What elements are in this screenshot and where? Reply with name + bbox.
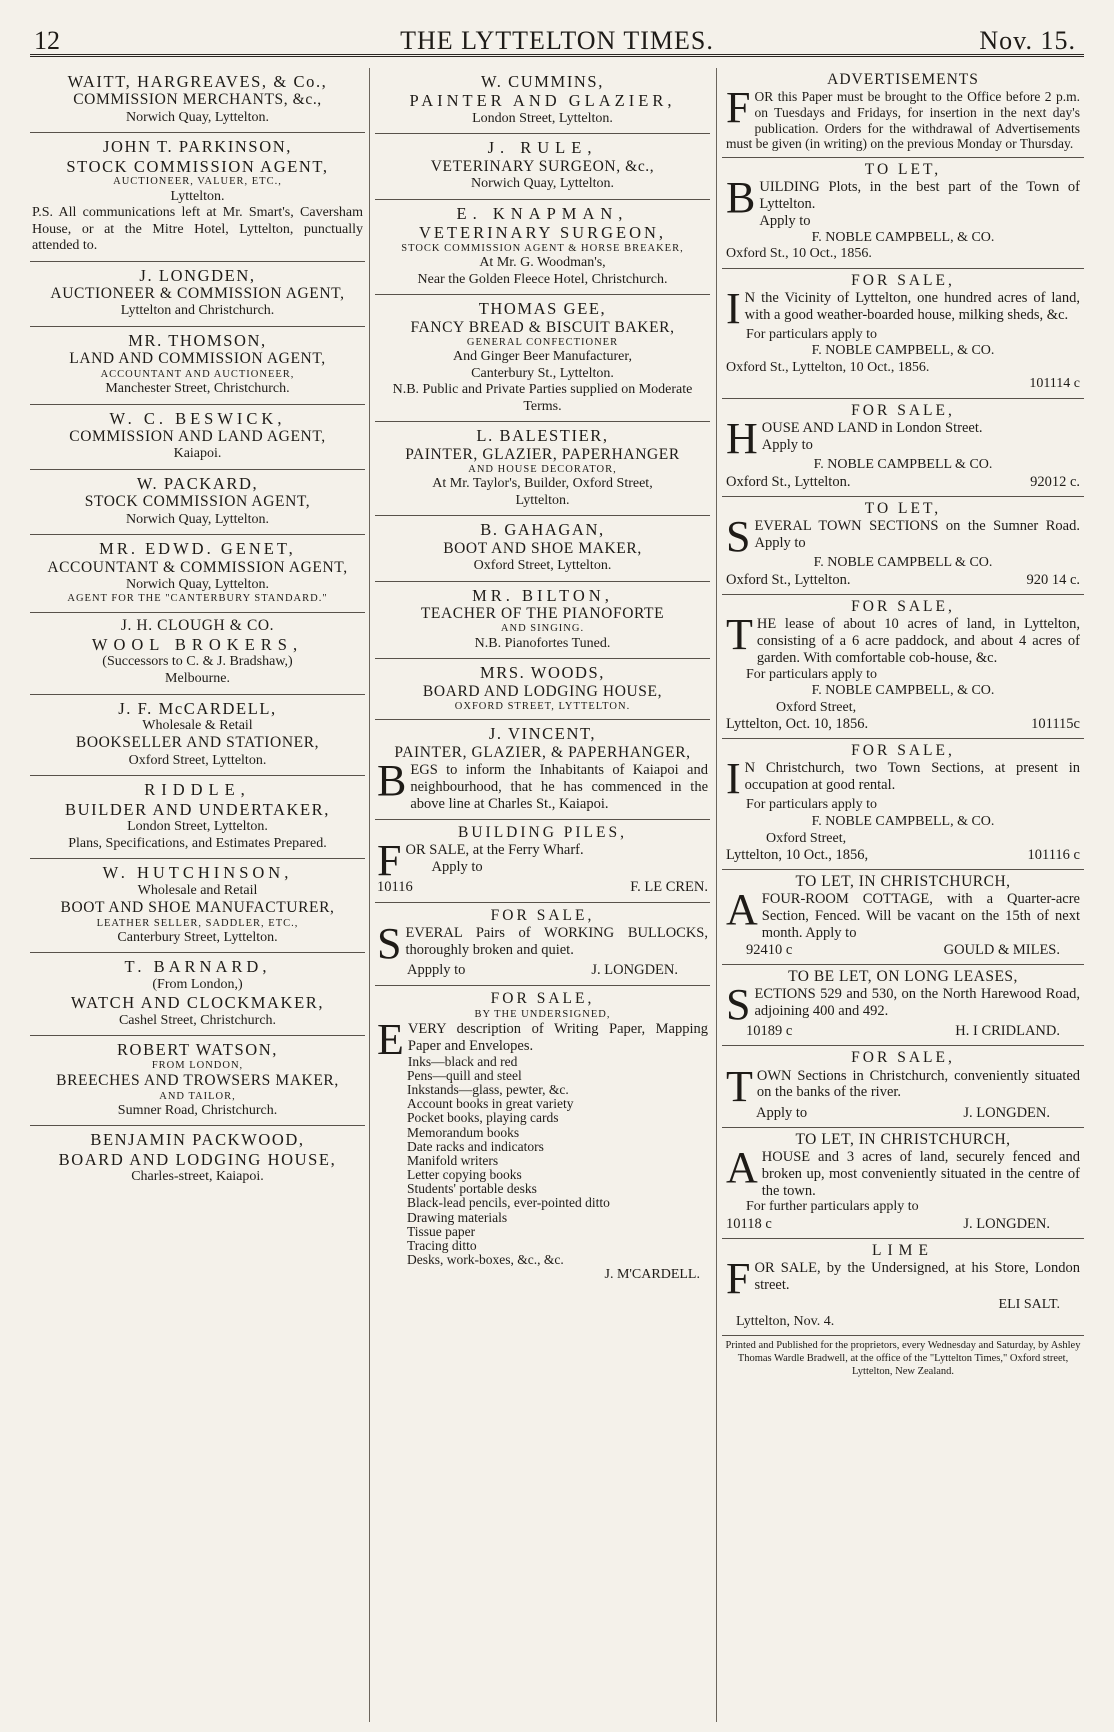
ad-extra: ACCOUNTANT AND AUCTIONEER,	[100, 368, 295, 380]
ad-advertisements-notice	[722, 68, 1084, 158]
ad-parkinson	[30, 133, 365, 261]
drop-cap: F	[726, 83, 751, 133]
ad-extra: OXFORD STREET, LYTTELTON.	[454, 701, 631, 713]
list-item: Inks—black and red	[407, 1053, 518, 1069]
ad-ref: 101115c	[1031, 716, 1080, 733]
ad-date: Lyttelton, 10 Oct., 1856,	[726, 847, 869, 864]
issue-date: Nov. 15.	[979, 26, 1076, 55]
ad-name: RIDDLE,	[144, 780, 251, 800]
ad-ref: 10118 c	[726, 1215, 772, 1232]
ad-signature: ELI SALT.	[998, 1297, 1060, 1313]
ad-body: I N the Vicinity of Lyttelton, one hundred acres of land, with a good weather-boarded house, milking sheds, &c.	[726, 283, 1080, 333]
ad-ref: 10189 c	[746, 1023, 793, 1040]
list-item: Tracing ditto	[407, 1237, 477, 1253]
ad-body: AFOUR-ROOM COTTAGE, with a Quarter-acre Section, Fenced. Will be vacant on the 15th of next month. Apply to	[726, 885, 1080, 942]
ad-agent: F. NOBLE CAMPBELL, & CO.	[811, 229, 995, 245]
ad-extra: Plans, Specifications, and Estimates Prepared.	[68, 835, 327, 851]
ad-address: Norwich Quay, Lyttelton.	[126, 576, 269, 592]
ad-apply: Apply to	[756, 1104, 808, 1121]
ad-heading: TO LET, IN CHRISTCHURCH,	[795, 873, 1011, 891]
ad-heading: FOR SALE,	[851, 271, 955, 289]
ad-extra-2: AND TAILOR,	[159, 1090, 236, 1102]
ad-apply: For particulars apply to	[746, 326, 878, 342]
ad-trade: FANCY BREAD & BISCUIT BAKER,	[410, 318, 675, 336]
ad-trade: BOOT AND SHOE MANUFACTURER,	[60, 899, 335, 917]
ad-lime	[722, 1239, 1084, 1336]
ad-gahagan	[375, 516, 710, 581]
ad-bullocks	[375, 903, 710, 986]
ad-signature: J. M'CARDELL.	[604, 1267, 700, 1283]
ad-riddle	[30, 776, 365, 859]
ad-knapman	[375, 200, 710, 295]
ad-thomson	[30, 327, 365, 405]
column-1	[30, 68, 365, 1722]
ad-heading: TO BE LET, ON LONG LEASES,	[788, 967, 1018, 985]
drop-cap: B	[377, 756, 407, 806]
ad-body: BUILDING Plots, in the best part of the Town of Lyttelton. Apply to	[726, 173, 1080, 229]
ad-trade: LAND AND COMMISSION AGENT,	[69, 350, 326, 368]
ad-name: JOHN T. PARKINSON,	[103, 137, 292, 157]
ad-clough	[30, 613, 365, 695]
list-item: Date racks and indicators	[407, 1138, 544, 1154]
ad-name: J. LONGDEN,	[139, 265, 256, 285]
ad-extra: (From London,)	[152, 976, 243, 992]
ad-name: E. KNAPMAN,	[456, 203, 629, 223]
ad-address: Canterbury Street, Lyttelton.	[117, 929, 278, 945]
ad-heading: ADVERTISEMENTS	[827, 71, 979, 88]
list-item: Letter copying books	[407, 1167, 522, 1183]
ad-gee	[375, 295, 710, 422]
drop-cap: F	[377, 835, 402, 885]
ad-signature: J. LONGDEN.	[963, 1104, 1050, 1121]
ad-trade: COMMISSION MERCHANTS, &c.,	[73, 91, 322, 109]
ad-address: Melbourne.	[165, 670, 230, 686]
ad-ref: 920 14 c.	[1026, 571, 1080, 588]
ad-agent: F. NOBLE CAMPBELL & CO.	[813, 555, 993, 571]
ad-extra: (Successors to C. & J. Bradshaw,)	[102, 654, 293, 670]
drop-cap: T	[726, 1061, 753, 1111]
ad-extra-2: LEATHER SELLER, SADDLER, ETC.,	[96, 917, 299, 929]
ad-extra: AND HOUSE DECORATOR,	[468, 464, 617, 475]
ad-name: B. GAHAGAN,	[480, 520, 605, 540]
ad-name: MR. BILTON,	[472, 585, 613, 605]
drop-cap: T	[726, 610, 753, 660]
ad-to-let-plots	[722, 158, 1084, 269]
ad-extra: STOCK COMMISSION AGENT & HORSE BREAKER,	[401, 242, 684, 254]
ad-town-sections	[722, 1046, 1084, 1127]
ad-hutchinson	[30, 859, 365, 953]
ad-name: ROBERT WATSON,	[116, 1040, 279, 1060]
ad-place: Oxford Street,	[766, 830, 847, 846]
drop-cap: A	[726, 1143, 758, 1193]
ad-extra: Wholesale & Retail	[142, 717, 253, 733]
ad-trade: COMMISSION AND LAND AGENT,	[69, 428, 326, 446]
ad-packwood	[30, 1126, 365, 1191]
ad-name: W. C. BESWICK,	[109, 408, 286, 428]
column-2	[375, 68, 710, 1722]
ad-building-piles	[375, 820, 710, 903]
ad-body: FOR this Paper must be brought to the Office before 2 p.m. on Tuesdays and Fridays, for insertion in the next day's publication. Orders for the withdrawal of Advertisements must be given (in writing) on the previous Monday or Thursday.	[726, 83, 1080, 152]
ad-signature: H. I CRIDLAND.	[955, 1023, 1060, 1040]
ad-trade: PAINTER, GLAZIER, PAPERHANGER	[405, 445, 680, 463]
ad-body: BEGS to inform the Inhabitants of Kaiapoi and neighbourhood, that he has commenced in the above line at Charles St., Kaiapoi.	[377, 756, 708, 812]
ad-heading: FOR SALE,	[851, 1049, 955, 1067]
imprint: Printed and Published for the proprietors, every Wednesday and Saturday, by Ashley Thomas Wardle Bradwell, at the office of the "Lyttelton Times," Oxford street, Lyttelton, New Zealand.	[725, 1340, 1081, 1377]
ad-woods	[375, 659, 710, 720]
ad-address: Lyttelton.	[170, 188, 225, 204]
ad-signature: F. LE CREN.	[630, 878, 708, 895]
column-rule	[369, 68, 370, 1722]
list-item: Pens—quill and steel	[407, 1067, 522, 1083]
ad-address: Oxford Street, Lyttelton.	[128, 752, 267, 768]
page-number: 12	[34, 26, 60, 55]
ad-date: Lyttelton, Nov. 4.	[736, 1313, 835, 1329]
ad-trade: TEACHER OF THE PIANOFORTE	[420, 605, 665, 623]
ad-mccardell	[30, 695, 365, 777]
ad-cummins	[375, 68, 710, 134]
ad-name: J. RULE,	[487, 138, 598, 158]
ad-name: L. BALESTIER,	[476, 426, 609, 446]
ad-address: Kaiapoi.	[173, 446, 222, 462]
ad-address-2: Lyttelton.	[515, 492, 570, 508]
ad-address: Norwich Quay, Lyttelton.	[471, 176, 614, 192]
ad-name: W. CUMMINS,	[481, 72, 604, 91]
ad-watson	[30, 1036, 365, 1126]
ad-address: Lyttelton and Christchurch.	[120, 303, 275, 319]
ad-trade: AUCTIONEER & COMMISSION AGENT,	[50, 285, 345, 303]
ad-extra: AUCTIONEER, VALUER, ETC.,	[113, 176, 282, 188]
drop-cap: A	[726, 885, 758, 935]
drop-cap: H	[726, 414, 758, 464]
ad-beswick	[30, 405, 365, 470]
ad-address: Cashel Street, Christchurch.	[118, 1012, 277, 1028]
ad-name: MRS. WOODS,	[479, 663, 606, 683]
ad-for-sale-lease	[722, 595, 1084, 739]
list-item: Black-lead pencils, ever-pointed ditto	[407, 1195, 610, 1211]
drop-cap: E	[377, 1015, 404, 1065]
ad-trade: ACCOUNTANT & COMMISSION AGENT,	[47, 558, 348, 576]
ad-address: Canterbury St., Lyttelton.	[471, 365, 614, 381]
ad-heading: FOR SALE,	[490, 907, 595, 925]
ad-long-leases	[722, 965, 1084, 1046]
ad-name: W. HUTCHINSON,	[102, 863, 293, 883]
ad-body: FOR SALE, at the Ferry Wharf. Apply to	[377, 835, 584, 885]
ad-bilton	[375, 582, 710, 660]
ad-trade: BOOT AND SHOE MAKER,	[443, 539, 642, 557]
ad-name: J. F. McCARDELL,	[118, 698, 277, 718]
ad-packard	[30, 470, 365, 535]
ad-agent: F. NOBLE CAMPBELL, & CO.	[811, 343, 995, 359]
ad-extra: Wholesale and Retail	[137, 882, 258, 898]
ad-heading: FOR SALE,	[851, 742, 955, 760]
ad-name: T. BARNARD,	[124, 957, 271, 977]
ad-signature: J. LONGDEN.	[591, 962, 678, 979]
ad-ref: 101116 c	[1027, 847, 1080, 864]
ad-waitt	[30, 68, 365, 133]
stationery-list	[377, 1055, 708, 1268]
ad-note: N.B. Pianofortes Tuned.	[474, 635, 611, 651]
drop-cap: B	[726, 173, 756, 223]
ad-body: FOR SALE, by the Undersigned, at his Store, London street.	[726, 1254, 1080, 1304]
ad-body: SEVERAL Pairs of WORKING BULLOCKS, thoroughly broken and quiet.	[377, 919, 708, 969]
ad-address: Manchester Street, Christchurch.	[105, 381, 290, 397]
ad-address: Oxford Street, Lyttelton.	[473, 558, 612, 574]
drop-cap: S	[726, 512, 751, 562]
ad-trade: VETERINARY SURGEON,	[418, 223, 667, 243]
ad-address: Charles-street, Kaiapoi.	[131, 1169, 264, 1185]
ad-name: W. PACKARD,	[136, 473, 259, 493]
ad-trade: STOCK COMMISSION AGENT,	[84, 493, 311, 511]
ad-apply: For further particulars apply to	[746, 1199, 919, 1215]
ad-trade: BOOKSELLER AND STATIONER,	[75, 734, 320, 752]
drop-cap: I	[726, 754, 741, 804]
ad-cottage	[722, 870, 1084, 965]
ad-name: WAITT, HARGREAVES, & Co.,	[67, 72, 328, 91]
ad-heading: FOR SALE,	[490, 990, 595, 1008]
ad-body: SECTIONS 529 and 530, on the North Harewood Road, adjoining 400 and 492.	[726, 980, 1080, 1030]
ad-body: SEVERAL TOWN SECTIONS on the Sumner Road. Apply to	[726, 512, 1080, 562]
ad-body: HOUSE AND LAND in London Street. Apply to	[726, 414, 983, 464]
ad-heading: TO LET,	[864, 499, 942, 517]
ad-date: Oxford St., Lyttelton.	[726, 571, 851, 588]
ad-extra-2: And Ginger Beer Manufacturer,	[452, 349, 633, 365]
ad-apply: For particulars apply to	[746, 797, 878, 813]
ad-agent: F. NOBLE CAMPBELL, & CO.	[811, 813, 995, 829]
list-item: Inkstands—glass, pewter, &c.	[407, 1082, 569, 1098]
ad-date: Oxford St., Lyttelton, 10 Oct., 1856.	[726, 359, 930, 375]
ad-trade: PAINTER, GLAZIER, & PAPERHANGER,	[394, 743, 691, 761]
ad-name: MR. EDWD. GENET,	[99, 539, 296, 559]
ad-longden	[30, 262, 365, 327]
list-item: Memorandum books	[407, 1124, 520, 1140]
drop-cap: I	[726, 283, 741, 333]
ad-body: EVERY description of Writing Paper, Mapping Paper and Envelopes.	[377, 1015, 708, 1065]
ad-apply: Appply to	[407, 962, 466, 979]
ad-trade: BOARD AND LODGING HOUSE,	[422, 682, 663, 700]
drop-cap: S	[377, 919, 402, 969]
ad-stationery	[375, 986, 710, 1289]
ad-note: N.B. Public and Private Parties supplied on Moderate Terms.	[392, 382, 693, 414]
list-item: Account books in great variety	[407, 1096, 574, 1112]
column-rule	[716, 68, 717, 1722]
ad-subheading: BY THE UNDERSIGNED,	[474, 1008, 611, 1020]
ad-address: Norwich Quay, Lyttelton.	[126, 109, 269, 125]
ad-ref: 92012 c.	[1030, 473, 1080, 490]
ad-date: Oxford St., Lyttelton.	[726, 473, 851, 490]
ad-signature: GOULD & MILES.	[943, 941, 1060, 958]
ad-heading: LIME	[872, 1242, 934, 1260]
ad-agent: F. NOBLE CAMPBELL, & CO.	[811, 683, 995, 699]
ad-balestier	[375, 422, 710, 516]
list-item: Desks, work-boxes, &c., &c.	[407, 1252, 564, 1268]
ad-name: J. VINCENT,	[488, 724, 597, 744]
ad-name: MR. THOMSON,	[128, 330, 267, 350]
ad-trade: VETERINARY SURGEON, &c.,	[430, 157, 655, 175]
ad-to-let-sections	[722, 497, 1084, 595]
ad-heading: TO LET, IN CHRISTCHURCH,	[795, 1130, 1011, 1148]
ad-address: Norwich Quay, Lyttelton.	[126, 511, 269, 527]
list-item: Manifold writers	[407, 1152, 499, 1168]
ad-address-2: Near the Golden Fleece Hotel, Christchurch.	[417, 271, 668, 287]
ad-ref: 10116	[377, 878, 413, 895]
ad-agent: F. NOBLE CAMPBELL & CO.	[813, 457, 993, 473]
ad-address: At Mr. G. Woodman's,	[479, 255, 606, 271]
ad-for-sale-acres	[722, 269, 1084, 399]
drop-cap: S	[726, 980, 751, 1030]
ad-vincent	[375, 720, 710, 819]
ad-for-sale-christchurch	[722, 739, 1084, 870]
ad-ref: 101114 c	[1029, 376, 1080, 392]
ad-ref: 92410 c	[746, 941, 793, 958]
ad-rule	[375, 134, 710, 199]
ad-house-acres	[722, 1128, 1084, 1239]
ad-heading: TO LET,	[864, 160, 942, 178]
ad-trade: BOARD AND LODGING HOUSE,	[58, 1149, 337, 1169]
ad-trade: BUILDER AND UNDERTAKER,	[64, 799, 331, 819]
ad-apply: For particulars apply to	[746, 666, 878, 682]
ad-name: THOMAS GEE,	[478, 299, 607, 319]
ad-body: I N Christchurch, two Town Sections, at present in occupation at good rental.	[726, 754, 1080, 804]
ad-heading: BUILDING PILES,	[458, 823, 627, 841]
column-3	[722, 68, 1084, 1722]
ad-genet	[30, 535, 365, 613]
ad-extra: FROM LONDON,	[151, 1059, 244, 1071]
ad-address: London Street, Lyttelton.	[472, 110, 613, 126]
newspaper-title: THE LYTTELTON TIMES.	[400, 26, 714, 55]
ad-address: At Mr. Taylor's, Builder, Oxford Street,	[432, 476, 653, 492]
ad-body: TOWN Sections in Christchurch, conveniently situated on the banks of the river.	[726, 1061, 1080, 1111]
ad-body: THE lease of about 10 acres of land, in Lyttelton, consisting of a 6 acre paddock, and about 4 acres of garden. With comfortable cob-house, &c.	[726, 610, 1080, 666]
list-item: Drawing materials	[407, 1209, 508, 1225]
drop-cap: F	[726, 1254, 751, 1304]
ad-heading: FOR SALE,	[851, 597, 955, 615]
ad-extra: AGENT FOR THE "CANTERBURY STANDARD."	[67, 593, 328, 605]
ad-extra: GENERAL CONFECTIONER	[466, 336, 619, 348]
ad-trade: WATCH AND CLOCKMAKER,	[70, 993, 325, 1013]
ad-place: Oxford Street,	[776, 699, 857, 715]
ad-for-sale-house	[722, 399, 1084, 497]
list-item: Tissue paper	[407, 1223, 476, 1239]
ad-date: Oxford St., 10 Oct., 1856.	[726, 246, 872, 262]
ad-trade: STOCK COMMISSION AGENT,	[66, 156, 329, 176]
ad-body: AHOUSE and 3 acres of land, securely fenced and broken up, most conveniently situated in the centre of the town.	[726, 1143, 1080, 1199]
ad-note: P.S. All communications left at Mr. Smart's, Caversham House, or at the Mitre Hotel, Lyttelton, punctually attended to.	[32, 205, 363, 254]
ad-trade: PAINTER AND GLAZIER,	[409, 91, 676, 111]
ad-name: J. H. CLOUGH & CO.	[120, 616, 275, 634]
masthead	[30, 18, 1084, 57]
list-item: Pocket books, playing cards	[407, 1110, 559, 1126]
list-item: Students' portable desks	[407, 1181, 537, 1197]
ad-address: London Street, Lyttelton.	[127, 819, 268, 835]
ad-signature: J. LONGDEN.	[963, 1215, 1050, 1232]
ad-address: Sumner Road, Christchurch.	[117, 1102, 278, 1118]
ad-extra: AND SINGING.	[500, 623, 585, 635]
ad-heading: FOR SALE,	[851, 402, 955, 419]
ad-trade: BREECHES AND TROWSERS MAKER,	[56, 1072, 339, 1090]
ad-trade: WOOL BROKERS,	[91, 635, 304, 654]
ad-date: Lyttelton, Oct. 10, 1856.	[726, 716, 869, 733]
ad-name: BENJAMIN PACKWOOD,	[90, 1130, 305, 1150]
ad-barnard	[30, 953, 365, 1036]
